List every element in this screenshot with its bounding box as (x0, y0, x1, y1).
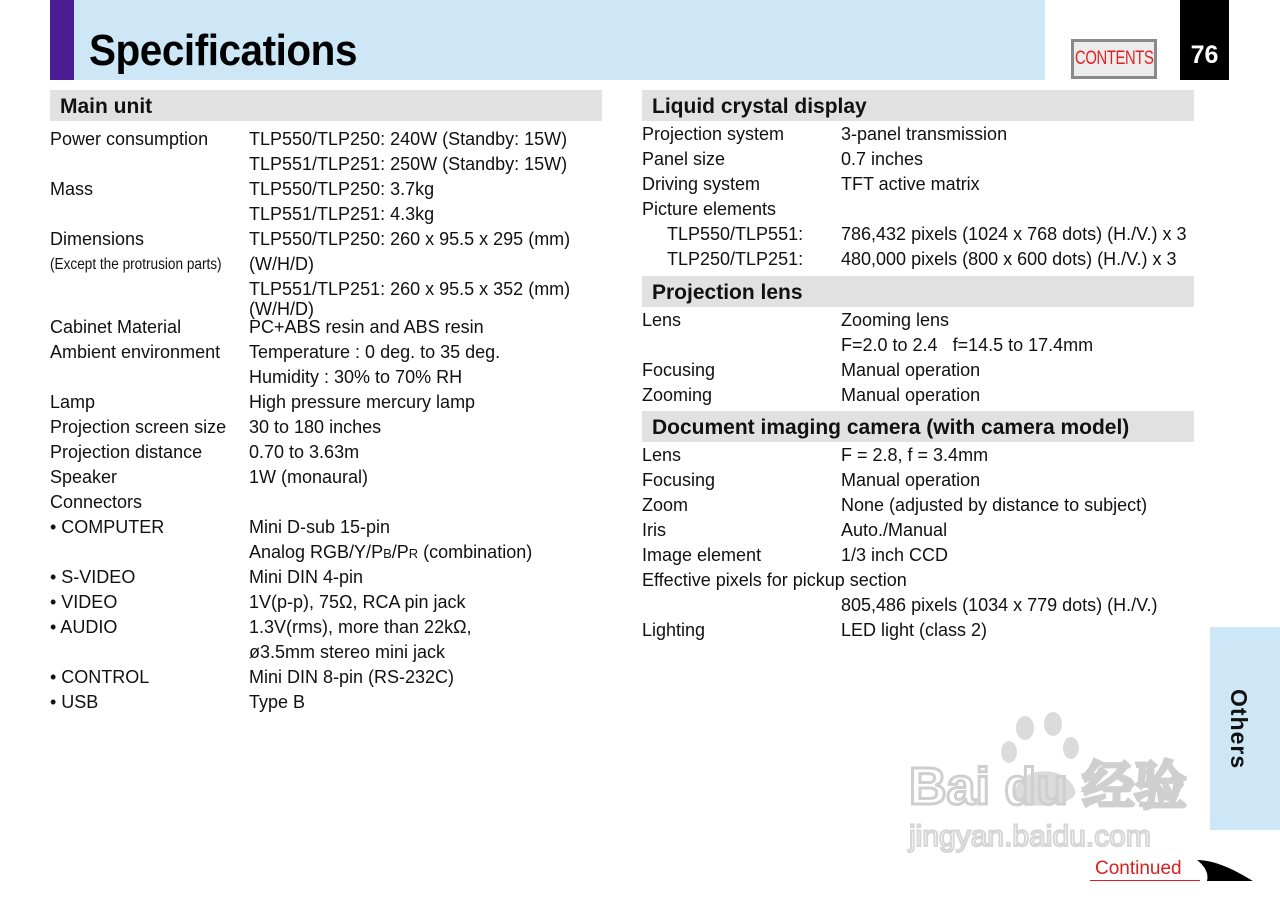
spec-row (50, 515, 602, 540)
spec-label: Projection distance (50, 442, 203, 462)
spec-row (642, 122, 1194, 147)
spec-value-analog: Analog RGB/Y/PB/PR (combination) (249, 542, 533, 562)
spec-row (50, 340, 602, 365)
watermark-text-primary: Bai du 经验 (909, 758, 1187, 816)
spec-value: TLP551/TLP251: 260 x 95.5 x 352 (mm) (W/H/D) (249, 279, 571, 319)
watermark-text-url: jingyan.baidu.com (909, 820, 1151, 853)
spec-row (642, 172, 1194, 197)
spec-label: Iris (642, 520, 666, 540)
spec-value: None (adjusted by distance to subject) (841, 495, 1148, 515)
spec-value: Mini DIN 8-pin (RS-232C) (249, 667, 455, 687)
spec-row (642, 333, 1194, 358)
spec-label: Effective pixels for pickup section (642, 570, 907, 590)
spec-value: 1W (monaural) (249, 467, 369, 487)
spec-label: Panel size (642, 149, 726, 169)
spec-label: • USB (50, 692, 99, 712)
spec-value: 1/3 inch CCD (841, 545, 949, 565)
page-number: 76 (1190, 40, 1219, 69)
spec-row (50, 615, 602, 640)
spec-label: Zooming (642, 385, 713, 405)
spec-value: ø3.5mm stereo mini jack (249, 642, 446, 662)
spec-row (50, 315, 602, 340)
spec-row (50, 590, 602, 615)
spec-value: TLP551/TLP251: 250W (Standby: 15W) (249, 154, 568, 174)
spec-value: Humidity : 30% to 70% RH (249, 367, 463, 387)
spec-row (642, 308, 1194, 333)
spec-value: 3-panel transmission (841, 124, 1008, 144)
spec-row (642, 147, 1194, 172)
spec-row (50, 565, 602, 590)
spec-label: Lamp (50, 392, 96, 412)
spec-row (50, 640, 602, 665)
spec-row (642, 383, 1194, 408)
baidu-watermark-logo (905, 712, 1205, 862)
section-heading-lcd: Liquid crystal display (642, 90, 1194, 121)
spec-row (50, 152, 602, 177)
spec-row (50, 365, 602, 390)
spec-label: Power consumption (50, 129, 209, 149)
spec-value: Manual operation (841, 360, 981, 380)
spec-value: Manual operation (841, 470, 981, 490)
spec-value: LED light (class 2) (841, 620, 988, 640)
main-unit-spec-list (50, 127, 602, 715)
spec-row (50, 440, 602, 465)
spec-label: Speaker (50, 467, 118, 487)
spec-value: 0.7 inches (841, 149, 924, 169)
spec-row (50, 665, 602, 690)
spec-row (50, 465, 602, 490)
spec-value: 30 to 180 inches (249, 417, 382, 437)
spec-value: TLP550/TLP250: 3.7kg (249, 179, 435, 199)
spec-value: TLP551/TLP251: 4.3kg (249, 204, 435, 224)
spec-label: • AUDIO (50, 617, 118, 637)
spec-row (50, 490, 602, 515)
page-title: Specifications (89, 26, 358, 75)
spec-value: Temperature : 0 deg. to 35 deg. (249, 342, 501, 362)
spec-value: Mini DIN 4-pin (249, 567, 364, 587)
spec-value: Auto./Manual (841, 520, 948, 540)
spec-label: • VIDEO (50, 592, 118, 612)
others-tab[interactable] (1210, 627, 1280, 830)
spec-row (642, 593, 1194, 618)
spec-value: TLP550/TLP250: 240W (Standby: 15W) (249, 129, 568, 149)
spec-row (642, 443, 1194, 468)
continued-link[interactable]: Continued (1095, 858, 1182, 879)
spec-row (642, 618, 1194, 643)
spec-label: Picture elements (642, 199, 777, 219)
spec-value: (W/H/D) (249, 254, 314, 274)
spec-row (50, 227, 602, 252)
spec-row (50, 252, 602, 277)
section-heading-camera: Document imaging camera (with camera model) (642, 411, 1194, 442)
spec-value: 786,432 pixels (1024 x 768 dots) (H./V.) x 3 (841, 224, 1187, 244)
spec-value: Manual operation (841, 385, 981, 405)
contents-button[interactable] (1071, 39, 1157, 79)
spec-label: • S-VIDEO (50, 567, 136, 587)
spec-label: Cabinet Material (50, 317, 182, 337)
spec-row (642, 568, 1194, 593)
spec-label: (Except the protrusion parts) (50, 256, 222, 273)
lcd-spec-list (642, 122, 1194, 272)
spec-row (50, 390, 602, 415)
spec-value: Zooming lens (841, 310, 950, 330)
spec-label: Focusing (642, 470, 716, 490)
spec-label: TLP250/TLP251: (667, 249, 804, 269)
section-heading-main-unit: Main unit (50, 90, 602, 121)
spec-value: High pressure mercury lamp (249, 392, 476, 412)
spec-row (642, 197, 1194, 222)
spec-row (50, 690, 602, 715)
spec-label: Ambient environment (50, 342, 221, 362)
spec-value: 480,000 pixels (800 x 600 dots) (H./V.) x 3 (841, 249, 1177, 269)
spec-label: Projection screen size (50, 417, 227, 437)
spec-row (642, 358, 1194, 383)
spec-label: • COMPUTER (50, 517, 165, 537)
continued-underline (1090, 880, 1200, 881)
spec-value: Type B (249, 692, 306, 712)
spec-label: Driving system (642, 174, 761, 194)
spec-row (50, 277, 602, 319)
spec-row (642, 493, 1194, 518)
spec-value: TFT active matrix (841, 174, 980, 194)
spec-row (50, 540, 602, 565)
contents-button-label: CONTENTS (1074, 48, 1154, 69)
spec-value: 805,486 pixels (1034 x 779 dots) (H./V.) (841, 595, 1158, 615)
section-heading-projection-lens: Projection lens (642, 276, 1194, 307)
spec-value: Mini D-sub 15-pin (249, 517, 391, 537)
lens-spec-list (642, 308, 1194, 408)
spec-row (642, 543, 1194, 568)
spec-value: F = 2.8, f = 3.4mm (841, 445, 989, 465)
spec-label: Lighting (642, 620, 706, 640)
spec-label: Image element (642, 545, 762, 565)
spec-value: TLP550/TLP250: 260 x 95.5 x 295 (mm) (249, 229, 571, 249)
spec-label: Connectors (50, 492, 143, 512)
spec-label: Projection system (642, 124, 785, 144)
spec-label: Mass (50, 179, 94, 199)
spec-label: Zoom (642, 495, 689, 515)
spec-label: • CONTROL (50, 667, 150, 687)
spec-value: PC+ABS resin and ABS resin (249, 317, 484, 337)
spec-row (50, 127, 602, 152)
page-number-badge (1180, 0, 1229, 80)
spec-value: F=2.0 to 2.4 f=14.5 to 17.4mm (841, 335, 1094, 355)
spec-value: 1V(p-p), 75Ω, RCA pin jack (249, 592, 466, 612)
camera-spec-list (642, 443, 1194, 643)
spec-row (642, 222, 1194, 247)
spec-value: 0.70 to 3.63m (249, 442, 360, 462)
spec-value: 1.3V(rms), more than 22kΩ, (249, 617, 472, 637)
spec-label: Focusing (642, 360, 716, 380)
spec-row (50, 177, 602, 202)
spec-label: Dimensions (50, 229, 145, 249)
spec-label: Lens (642, 310, 682, 330)
spec-row (50, 202, 602, 227)
spec-row (642, 468, 1194, 493)
continued-arrow-icon[interactable] (1195, 858, 1255, 884)
spec-label: Lens (642, 445, 682, 465)
spec-row (642, 247, 1194, 272)
title-accent-bar (50, 0, 74, 80)
spec-row (642, 518, 1194, 543)
spec-label: TLP550/TLP551: (667, 224, 804, 244)
spec-row (50, 415, 602, 440)
others-tab-label: Others (1226, 689, 1252, 770)
